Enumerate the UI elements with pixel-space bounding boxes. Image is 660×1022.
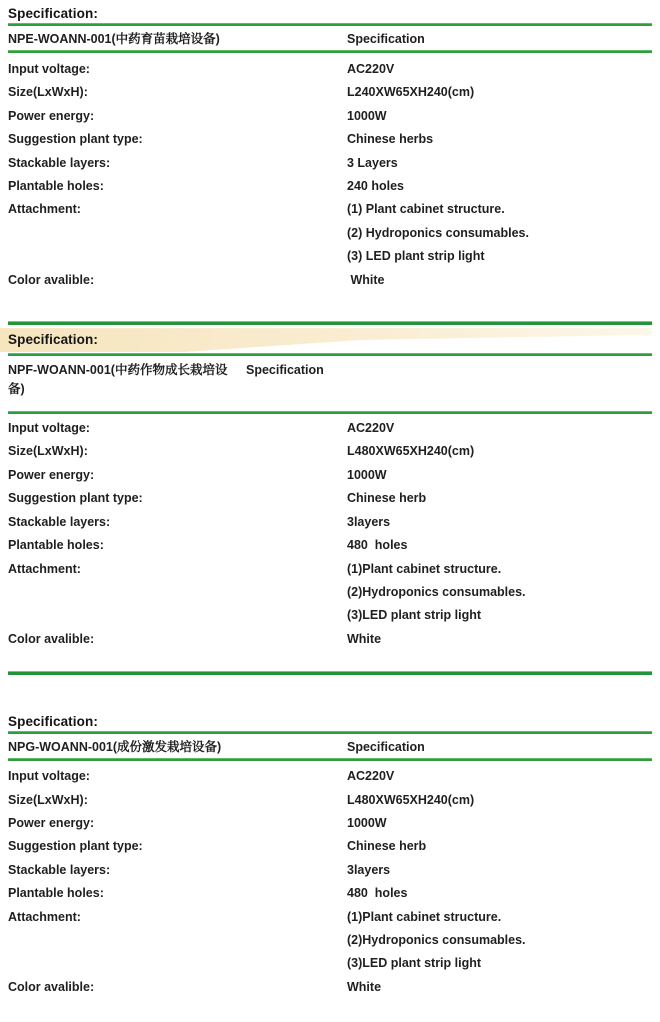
row-label: Suggestion plant type: <box>8 132 143 147</box>
table-row <box>8 222 652 245</box>
row-label: Input voltage: <box>8 421 90 436</box>
table-body <box>8 53 652 292</box>
table-row <box>8 269 652 292</box>
table-header-row <box>8 734 652 758</box>
row-value: AC220V <box>347 769 395 784</box>
table-row <box>8 464 652 487</box>
row-value: (1) Plant cabinet structure. <box>347 202 505 217</box>
table-row <box>8 976 652 999</box>
row-value: 3layers <box>347 862 391 877</box>
spec-column-header: Specification <box>347 32 425 46</box>
row-label: Attachment: <box>8 561 81 576</box>
table-row <box>8 105 652 128</box>
spec-table-1 <box>8 5 652 292</box>
row-value: 240 holes <box>347 179 404 194</box>
model-number-header: NPF-WOANN-001(中药作物成长栽培设备) <box>8 363 228 397</box>
row-label: Power energy: <box>8 108 95 123</box>
row-value: 3layers <box>347 514 391 529</box>
table-row <box>8 58 652 81</box>
section-separator-rule <box>8 671 652 675</box>
table-header-row <box>8 356 652 411</box>
row-value: 1000W <box>347 467 387 482</box>
row-label: Attachment: <box>8 909 81 924</box>
row-value: Chinese herb <box>347 839 427 854</box>
table-row <box>8 175 652 198</box>
row-value: (3)LED plant strip light <box>347 608 482 623</box>
table-body <box>8 761 652 999</box>
table-row <box>8 604 652 627</box>
table-row <box>8 929 652 952</box>
table-row <box>8 906 652 929</box>
table-row <box>8 789 652 812</box>
row-label <box>8 245 347 268</box>
model-number-header: NPE-WOANN-001(中药育苗栽培设备) <box>8 32 220 46</box>
row-label: Size(LxWxH): <box>8 792 88 807</box>
table-row <box>8 952 652 975</box>
row-label: Plantable holes: <box>8 179 104 194</box>
row-label <box>8 604 347 627</box>
section-heading: Specification: <box>8 714 98 730</box>
table-row <box>8 558 652 581</box>
section-heading-wrap <box>8 328 652 352</box>
row-value: White <box>347 272 385 287</box>
table-row <box>8 198 652 221</box>
row-label: Input voltage: <box>8 769 90 784</box>
row-value: (3) LED plant strip light <box>347 249 485 264</box>
row-label: Size(LxWxH): <box>8 85 88 100</box>
table-row <box>8 152 652 175</box>
row-label <box>8 222 347 245</box>
spec-table-3 <box>8 713 652 999</box>
row-label: Suggestion plant type: <box>8 491 143 506</box>
table-row <box>8 534 652 557</box>
table-header-row <box>8 26 652 50</box>
row-value: 1000W <box>347 815 387 830</box>
section-heading: Specification: <box>8 332 98 348</box>
table-row <box>8 628 652 651</box>
row-value: (2)Hydroponics consumables. <box>347 584 526 599</box>
row-label: Stackable layers: <box>8 862 111 877</box>
row-value: Chinese herbs <box>347 132 434 147</box>
row-value: (2) Hydroponics consumables. <box>347 225 529 240</box>
row-value: (3)LED plant strip light <box>347 956 482 971</box>
row-label: Input voltage: <box>8 62 90 76</box>
row-label: Attachment: <box>8 202 81 217</box>
row-value: 480 holes <box>347 538 408 553</box>
row-label: Color avalible: <box>8 979 95 994</box>
row-label: Power energy: <box>8 815 95 830</box>
model-number-header: NPG-WOANN-001(成份激发栽培设备) <box>8 740 222 755</box>
row-value: (1)Plant cabinet structure. <box>347 909 502 924</box>
row-label: Stackable layers: <box>8 155 111 170</box>
row-value: 1000W <box>347 108 387 123</box>
table-row <box>8 812 652 835</box>
table-row <box>8 882 652 905</box>
row-value: L480XW65XH240(cm) <box>347 444 475 459</box>
table-row <box>8 417 652 440</box>
row-value: 480 holes <box>347 886 408 901</box>
table-row <box>8 245 652 268</box>
row-value: L240XW65XH240(cm) <box>347 85 475 100</box>
row-value: Chinese herb <box>347 491 427 506</box>
spec-table-2 <box>8 328 652 651</box>
table-row <box>8 81 652 104</box>
row-label: Stackable layers: <box>8 514 111 529</box>
table-row <box>8 765 652 788</box>
section-heading: Specification: <box>8 6 98 21</box>
row-label: Suggestion plant type: <box>8 839 143 854</box>
row-label <box>8 929 347 952</box>
row-label: Plantable holes: <box>8 538 104 553</box>
row-value: 3 Layers <box>347 155 398 170</box>
row-value: L480XW65XH240(cm) <box>347 792 475 807</box>
table-row <box>8 859 652 882</box>
table-body <box>8 414 652 651</box>
spec-column-header: Specification <box>347 740 425 755</box>
section-separator-rule <box>8 321 652 325</box>
table-row <box>8 581 652 604</box>
row-label <box>8 581 347 604</box>
row-label <box>8 952 347 975</box>
row-label: Size(LxWxH): <box>8 444 88 459</box>
row-value: AC220V <box>347 421 395 436</box>
row-label: Color avalible: <box>8 272 95 287</box>
row-value: (2)Hydroponics consumables. <box>347 932 526 947</box>
table-row <box>8 835 652 858</box>
table-row <box>8 511 652 534</box>
table-row <box>8 128 652 151</box>
row-value: White <box>347 979 382 994</box>
row-label: Plantable holes: <box>8 886 104 901</box>
table-row <box>8 487 652 510</box>
row-label: Color avalible: <box>8 631 95 646</box>
row-value: AC220V <box>347 62 395 76</box>
row-value: White <box>347 631 382 646</box>
row-label: Power energy: <box>8 467 95 482</box>
table-row <box>8 440 652 463</box>
spec-column-header: Specification <box>246 363 324 378</box>
row-value: (1)Plant cabinet structure. <box>347 561 502 576</box>
